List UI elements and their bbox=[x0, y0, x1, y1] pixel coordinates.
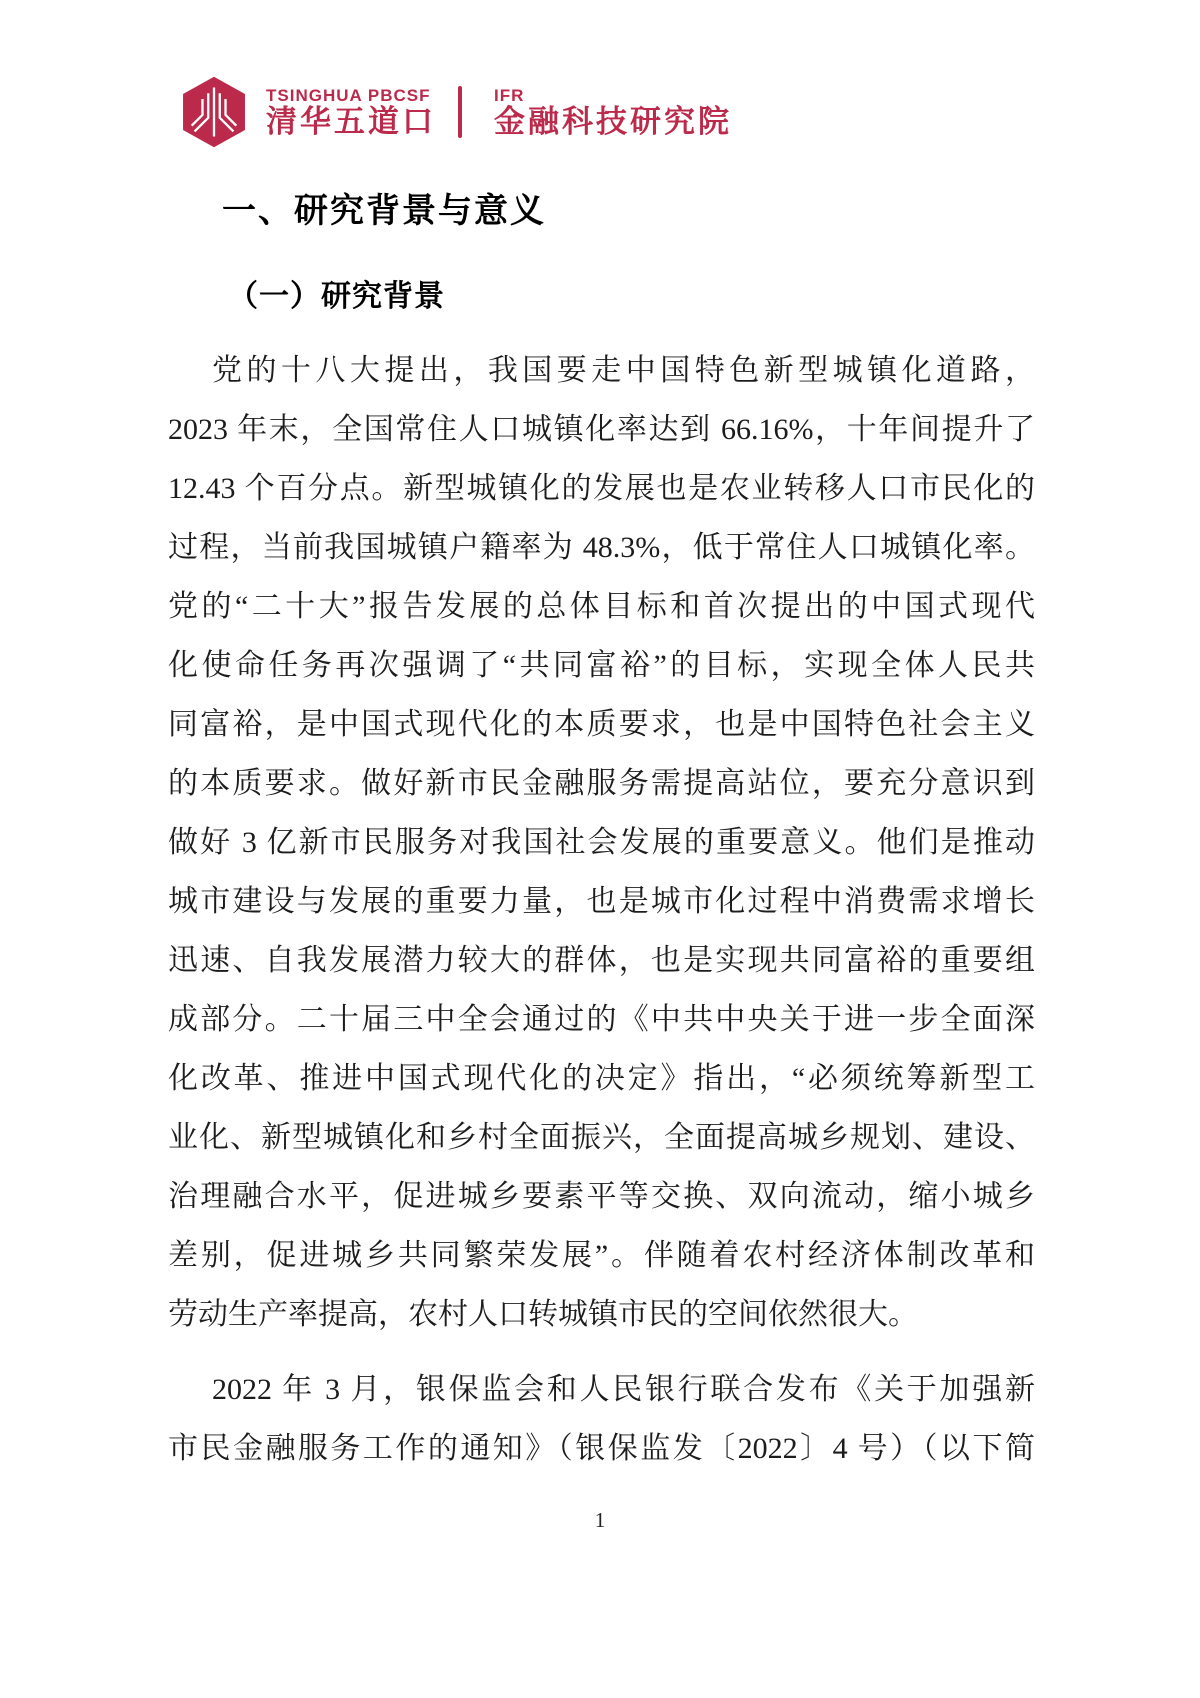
paragraph-1-line: 做好 3 亿新市民服务对我国社会发展的重要意义。他们是推动 bbox=[168, 826, 1035, 859]
logo-institute-cn: 金融科技研究院 bbox=[494, 103, 732, 139]
logo-org-en: TSINGHUA PBCSF bbox=[266, 85, 431, 105]
paragraph-2-line: 市民金融服务工作的通知》（银保监发〔2022〕4 号）（以下简 bbox=[168, 1432, 1035, 1465]
paragraph-1-line: 治理融合水平，促进城乡要素平等交换、双向流动，缩小城乡 bbox=[168, 1180, 1035, 1213]
subsection-heading: （一）研究背景 bbox=[228, 280, 445, 313]
paragraph-1-line: 城市建设与发展的重要力量，也是城市化过程中消费需求增长 bbox=[168, 885, 1035, 918]
logo-org-text bbox=[266, 86, 436, 139]
paragraph-2 bbox=[168, 1360, 1035, 1478]
paragraph-1-line: 2023 年末，全国常住人口城镇化率达到 66.16%，十年间提升了 bbox=[168, 413, 1035, 446]
paragraph-1-line: 化使命任务再次强调了“共同富裕”的目标，实现全体人民共 bbox=[168, 649, 1035, 682]
logo-divider bbox=[458, 86, 462, 138]
section-heading: 一、研究背景与意义 bbox=[222, 192, 546, 230]
paragraph-1-line: 业化、新型城镇化和乡村全面振兴，全面提高城乡规划、建设、 bbox=[168, 1121, 1035, 1154]
paragraph-1 bbox=[168, 341, 1035, 1344]
pbcsf-hexagon-logo-icon bbox=[176, 76, 252, 148]
paragraph-1-line: 化改革、推进中国式现代化的决定》指出，“必须统筹新型工 bbox=[168, 1062, 1035, 1095]
paragraph-1-line: 的本质要求。做好新市民金融服务需提高站位，要充分意识到 bbox=[168, 767, 1035, 800]
paragraph-1-line: 成部分。二十届三中全会通过的《中共中央关于进一步全面深 bbox=[168, 1003, 1035, 1036]
paragraph-1-line: 12.43 个百分点。新型城镇化的发展也是农业转移人口市民化的 bbox=[168, 472, 1035, 505]
paragraph-1-line: 党的“二十大”报告发展的总体目标和首次提出的中国式现代 bbox=[168, 590, 1035, 623]
logo-institute-en: IFR bbox=[494, 85, 525, 105]
paragraph-1-line: 同富裕，是中国式现代化的本质要求，也是中国特色社会主义 bbox=[168, 708, 1035, 741]
paragraph-1-line: 劳动生产率提高，农村人口转城镇市民的空间依然很大。 bbox=[168, 1298, 918, 1331]
paragraph-1-line: 迅速、自我发展潜力较大的群体，也是实现共同富裕的重要组 bbox=[168, 944, 1035, 977]
paragraph-2-line: 2022 年 3 月，银保监会和人民银行联合发布《关于加强新 bbox=[212, 1373, 1035, 1406]
page-number: 1 bbox=[594, 1508, 606, 1532]
logo bbox=[176, 76, 732, 148]
logo-institute-text bbox=[494, 86, 732, 139]
paragraph-1-line: 过程，当前我国城镇户籍率为 48.3%，低于常住人口城镇化率。 bbox=[168, 531, 1035, 564]
paragraph-1-line: 党的十八大提出，我国要走中国特色新型城镇化道路， bbox=[212, 354, 1035, 387]
logo-org-cn: 清华五道口 bbox=[266, 103, 436, 139]
paragraph-1-line: 差别，促进城乡共同繁荣发展”。伴随着农村经济体制改革和 bbox=[168, 1239, 1035, 1272]
